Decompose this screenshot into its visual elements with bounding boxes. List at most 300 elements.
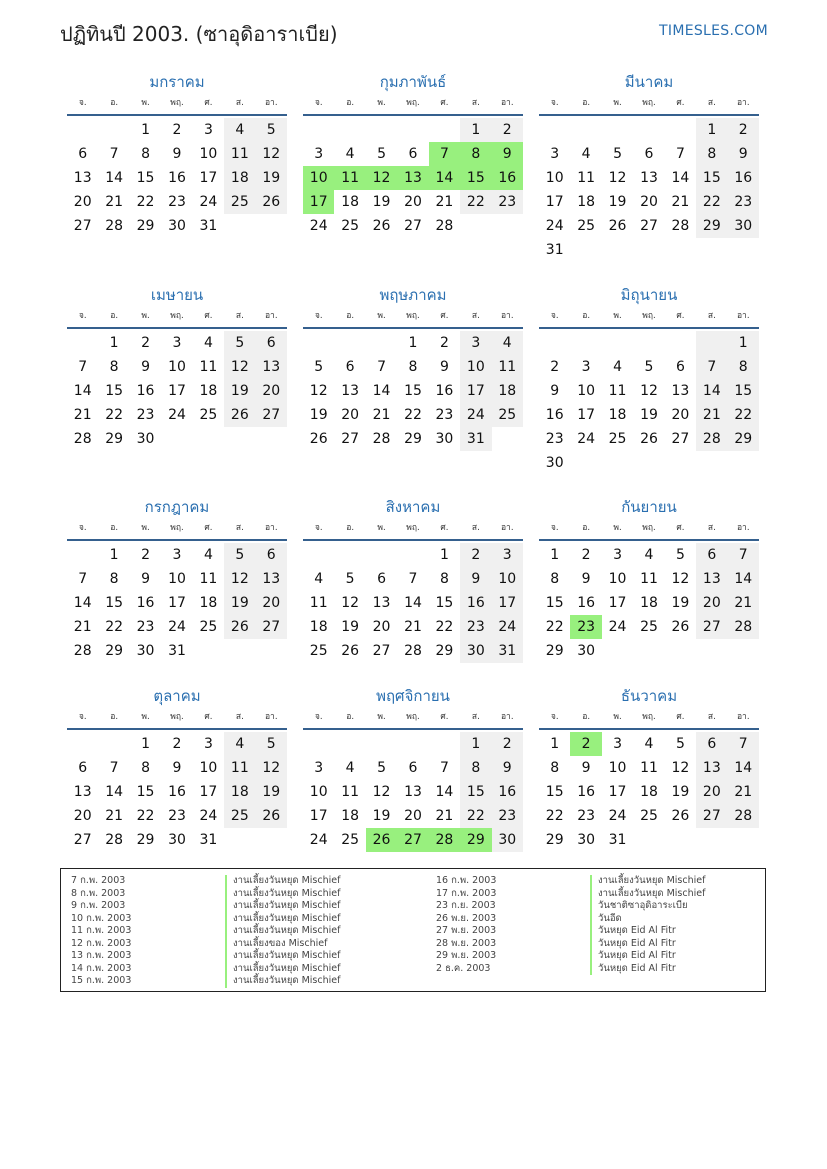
day-cell: 6 — [696, 543, 727, 567]
day-cell: 2 — [581, 547, 591, 563]
day-cell: 24 — [460, 403, 491, 427]
day-cell: 7 — [439, 760, 449, 776]
month-name: มกราคม — [149, 73, 205, 91]
day-cell: 16 — [168, 784, 186, 800]
weekday-label: พฤ. — [406, 523, 420, 533]
month-9 — [539, 497, 759, 663]
day-cell: 23 — [545, 431, 564, 447]
weekday-label: อ. — [346, 712, 355, 722]
weekday-label: อ. — [110, 98, 119, 108]
day-cell: 24 — [199, 194, 218, 210]
weekday-label: อ. — [346, 98, 355, 108]
weekday-label: ส. — [235, 712, 244, 722]
day-cell: 28 — [728, 615, 759, 639]
day-cell-empty — [67, 118, 98, 142]
holiday-day-cell: 28 — [429, 828, 460, 852]
day-cell: 29 — [545, 643, 564, 659]
day-cell: 22 — [545, 619, 564, 635]
day-cell: 12 — [341, 595, 360, 611]
day-cell: 6 — [644, 146, 654, 162]
day-cell: 19 — [224, 591, 255, 615]
day-cell: 27 — [372, 643, 391, 659]
legend-date: 10 ก.พ. 2003 — [71, 912, 132, 924]
day-cell: 31 — [492, 639, 523, 663]
day-cell: 28 — [728, 804, 759, 828]
day-cell: 25 — [224, 804, 255, 828]
legend-column-left — [71, 875, 340, 988]
day-grid — [539, 331, 759, 475]
weekday-header — [67, 521, 287, 541]
day-cell: 5 — [256, 118, 287, 142]
day-cell: 15 — [545, 784, 564, 800]
day-cell-empty — [303, 118, 334, 142]
day-cell: 15 — [136, 170, 155, 186]
day-cell: 22 — [105, 619, 124, 635]
holiday-legend — [60, 868, 766, 992]
day-cell: 17 — [545, 194, 564, 210]
day-cell: 5 — [675, 547, 685, 563]
day-cell-empty — [224, 639, 255, 663]
day-cell: 24 — [492, 615, 523, 639]
day-cell: 30 — [728, 214, 759, 238]
weekday-label: พ. — [141, 311, 150, 321]
page-title: ปฏิทินปี 2003. (ซาอุดิอาราเบีย) — [60, 22, 338, 46]
legend-row — [71, 900, 340, 913]
day-cell: 11 — [199, 359, 218, 375]
day-cell: 4 — [203, 547, 213, 563]
day-cell-empty — [303, 543, 334, 567]
weekday-label: อ. — [346, 523, 355, 533]
holiday-day-cell: 26 — [366, 828, 397, 852]
weekday-label: ศ. — [204, 712, 213, 722]
day-cell-empty — [98, 732, 129, 756]
weekday-label: จ. — [78, 712, 87, 722]
holiday-marker — [225, 963, 227, 976]
legend-holiday-name: วันชาติซาอุดิอาระเบีย — [598, 900, 688, 911]
day-cell: 3 — [314, 760, 324, 776]
weekday-label: พ. — [141, 523, 150, 533]
weekday-label: อ. — [582, 311, 591, 321]
weekday-label: อ. — [110, 712, 119, 722]
day-cell: 14 — [671, 170, 690, 186]
day-cell: 26 — [640, 431, 658, 447]
day-cell: 30 — [168, 218, 186, 234]
day-cell: 28 — [435, 218, 454, 234]
day-cell: 14 — [105, 170, 124, 186]
day-cell: 27 — [404, 218, 422, 234]
day-cell: 10 — [460, 355, 491, 379]
day-cell-empty — [303, 732, 334, 756]
day-cell-empty — [696, 238, 727, 262]
day-cell-empty — [256, 427, 287, 451]
day-cell: 5 — [675, 736, 685, 752]
day-cell: 21 — [404, 619, 422, 635]
weekday-label: อ. — [110, 311, 119, 321]
day-cell: 10 — [168, 571, 186, 587]
day-cell: 7 — [675, 146, 685, 162]
day-cell: 13 — [696, 756, 727, 780]
day-cell: 4 — [581, 146, 591, 162]
day-cell-empty — [397, 732, 428, 756]
day-cell: 13 — [671, 383, 690, 399]
legend-holiday-name: งานเลี้ยงวันหยุด Mischief — [233, 975, 341, 986]
month-name: ตุลาคม — [153, 687, 201, 705]
day-cell: 12 — [671, 760, 690, 776]
day-cell: 10 — [199, 760, 218, 776]
day-cell: 7 — [109, 146, 119, 162]
holiday-day-cell: 10 — [303, 166, 334, 190]
day-cell: 20 — [73, 194, 92, 210]
day-cell: 21 — [105, 808, 124, 824]
legend-date: 15 ก.พ. 2003 — [71, 975, 132, 986]
month-name: พฤศจิกายน — [376, 687, 450, 705]
day-cell: 17 — [608, 784, 627, 800]
day-grid — [67, 118, 287, 238]
day-cell: 13 — [73, 170, 92, 186]
holiday-day-cell: 8 — [460, 142, 491, 166]
day-cell: 27 — [696, 804, 727, 828]
legend-row — [71, 975, 340, 988]
day-cell: 6 — [78, 146, 88, 162]
weekday-label: อา. — [736, 523, 750, 533]
day-cell-empty — [602, 639, 633, 663]
legend-holiday-name: งานเลี้ยงวันหยุด Mischief — [598, 875, 706, 886]
day-cell: 27 — [341, 431, 360, 447]
day-cell: 15 — [696, 166, 727, 190]
day-cell: 29 — [728, 427, 759, 451]
brand-link[interactable]: TIMESLES.COM — [659, 23, 768, 39]
day-cell: 9 — [581, 571, 591, 587]
day-cell: 5 — [224, 331, 255, 355]
day-cell: 2 — [439, 335, 449, 351]
day-cell: 26 — [372, 218, 391, 234]
day-cell: 4 — [345, 760, 355, 776]
weekday-header — [539, 710, 759, 730]
day-cell: 10 — [168, 359, 186, 375]
day-cell-empty — [429, 732, 460, 756]
day-grid — [303, 118, 523, 238]
day-cell: 10 — [608, 760, 627, 776]
day-cell-empty — [633, 118, 664, 142]
day-cell: 11 — [224, 756, 255, 780]
day-cell: 31 — [545, 242, 564, 258]
day-cell-empty — [570, 118, 601, 142]
day-cell: 8 — [439, 571, 449, 587]
legend-date: 26 พ.ย. 2003 — [436, 912, 497, 924]
day-cell: 10 — [545, 170, 564, 186]
legend-row — [71, 950, 340, 963]
day-cell: 2 — [172, 122, 182, 138]
day-cell: 1 — [728, 331, 759, 355]
day-cell-empty — [397, 543, 428, 567]
day-cell: 8 — [696, 142, 727, 166]
day-cell-empty — [67, 331, 98, 355]
day-cell: 8 — [141, 760, 151, 776]
day-cell-empty — [334, 732, 365, 756]
weekday-header — [539, 521, 759, 541]
day-cell-empty — [665, 828, 696, 852]
day-cell: 25 — [224, 190, 255, 214]
day-cell: 8 — [460, 756, 491, 780]
day-cell: 27 — [256, 403, 287, 427]
day-cell: 21 — [728, 780, 759, 804]
day-cell: 19 — [309, 407, 328, 423]
day-cell: 23 — [168, 194, 186, 210]
legend-holiday-name: งานเลี้ยงวันหยุด Mischief — [233, 925, 341, 936]
day-cell: 18 — [608, 407, 627, 423]
day-cell-empty — [334, 543, 365, 567]
day-cell: 20 — [256, 379, 287, 403]
day-cell: 13 — [341, 383, 360, 399]
legend-row — [71, 925, 340, 938]
day-cell: 24 — [545, 218, 564, 234]
day-cell: 15 — [105, 595, 124, 611]
weekday-label: พ. — [377, 523, 386, 533]
month-10 — [67, 686, 287, 852]
day-cell: 11 — [492, 355, 523, 379]
weekday-label: อา. — [736, 98, 750, 108]
day-cell: 25 — [640, 619, 658, 635]
weekday-label: ส. — [707, 712, 716, 722]
month-name: กรกฎาคม — [144, 498, 210, 516]
day-cell-empty — [193, 639, 224, 663]
legend-holiday-name: งานเลี้ยงของ Mischief — [233, 937, 328, 949]
day-cell: 21 — [73, 619, 92, 635]
day-cell: 12 — [224, 567, 255, 591]
day-cell: 31 — [199, 832, 218, 848]
weekday-label: จ. — [78, 523, 87, 533]
holiday-marker — [590, 963, 592, 976]
weekday-label: จ. — [314, 98, 323, 108]
day-cell: 6 — [78, 760, 88, 776]
day-cell: 5 — [377, 760, 387, 776]
month-2 — [303, 72, 523, 238]
day-cell: 3 — [613, 547, 623, 563]
weekday-label: อา. — [736, 712, 750, 722]
legend-row — [436, 950, 705, 963]
day-cell: 11 — [608, 383, 627, 399]
day-cell: 14 — [105, 784, 124, 800]
weekday-label: จ. — [78, 311, 87, 321]
day-cell: 16 — [492, 780, 523, 804]
day-cell: 30 — [136, 643, 155, 659]
day-cell: 10 — [577, 383, 596, 399]
legend-row — [436, 888, 705, 901]
legend-holiday-name: วันหยุด Eid Al Fitr — [598, 937, 676, 949]
legend-date: 17 ก.พ. 2003 — [436, 887, 497, 899]
legend-row — [71, 963, 340, 976]
holiday-marker — [590, 950, 592, 963]
day-cell: 29 — [136, 218, 155, 234]
day-cell-empty — [728, 828, 759, 852]
day-grid — [67, 331, 287, 451]
day-cell: 14 — [435, 784, 454, 800]
day-cell: 5 — [345, 571, 355, 587]
day-cell-empty — [665, 238, 696, 262]
day-cell: 8 — [109, 571, 119, 587]
day-cell-empty — [67, 543, 98, 567]
legend-row — [436, 963, 705, 976]
weekday-label: จ. — [314, 523, 323, 533]
day-cell: 4 — [224, 118, 255, 142]
month-12 — [539, 686, 759, 852]
day-cell-empty — [224, 828, 255, 852]
day-cell-empty — [665, 118, 696, 142]
day-cell: 19 — [341, 619, 360, 635]
day-cell: 23 — [136, 407, 155, 423]
day-cell: 30 — [577, 832, 596, 848]
day-cell: 6 — [408, 146, 418, 162]
legend-holiday-name: งานเลี้ยงวันหยุด Mischief — [233, 887, 341, 899]
day-cell: 12 — [372, 784, 391, 800]
weekday-label: พ. — [141, 98, 150, 108]
day-cell: 31 — [608, 832, 627, 848]
day-cell: 25 — [577, 218, 596, 234]
day-cell: 4 — [644, 547, 654, 563]
day-cell: 17 — [168, 383, 186, 399]
day-cell: 1 — [109, 335, 119, 351]
day-cell: 22 — [404, 407, 422, 423]
day-cell: 12 — [256, 756, 287, 780]
day-cell: 27 — [640, 218, 658, 234]
day-cell: 29 — [404, 431, 422, 447]
day-grid — [539, 543, 759, 663]
day-cell-empty — [256, 639, 287, 663]
holiday-marker — [225, 913, 227, 926]
day-cell: 26 — [671, 619, 690, 635]
weekday-label: ศ. — [440, 523, 449, 533]
day-cell: 25 — [492, 403, 523, 427]
legend-row — [436, 875, 705, 888]
day-cell: 19 — [372, 194, 391, 210]
day-cell-empty — [224, 214, 255, 238]
holiday-day-cell: 13 — [397, 166, 428, 190]
day-cell: 22 — [136, 808, 155, 824]
legend-date: 23 ก.ย. 2003 — [436, 900, 496, 911]
day-cell: 13 — [372, 595, 391, 611]
day-cell: 18 — [199, 383, 218, 399]
holiday-marker — [590, 900, 592, 913]
weekday-label: พฤ. — [170, 98, 184, 108]
day-cell-empty — [256, 214, 287, 238]
day-cell: 7 — [377, 359, 387, 375]
day-cell: 25 — [199, 619, 218, 635]
weekday-label: พ. — [141, 712, 150, 722]
legend-date: 16 ก.พ. 2003 — [436, 875, 497, 886]
day-cell-empty — [193, 427, 224, 451]
weekday-label: ส. — [707, 523, 716, 533]
day-cell: 1 — [439, 547, 449, 563]
day-cell: 3 — [172, 547, 182, 563]
day-grid — [67, 732, 287, 852]
day-cell: 17 — [460, 379, 491, 403]
day-cell: 6 — [675, 359, 685, 375]
day-cell-empty — [366, 331, 397, 355]
day-cell: 1 — [460, 732, 491, 756]
day-cell: 25 — [341, 832, 360, 848]
holiday-day-cell: 23 — [570, 615, 601, 639]
day-cell: 18 — [309, 619, 328, 635]
day-cell: 26 — [256, 804, 287, 828]
month-name: พฤษภาคม — [379, 286, 447, 304]
day-cell: 14 — [696, 379, 727, 403]
day-cell: 11 — [577, 170, 596, 186]
day-cell-empty — [665, 451, 696, 475]
day-cell: 22 — [460, 804, 491, 828]
day-cell-empty — [696, 331, 727, 355]
day-cell: 8 — [550, 571, 560, 587]
day-cell: 6 — [696, 732, 727, 756]
day-cell: 3 — [314, 146, 324, 162]
weekday-header — [303, 710, 523, 730]
holiday-marker — [225, 975, 227, 988]
weekday-label: อา. — [500, 523, 514, 533]
day-cell: 20 — [404, 194, 422, 210]
day-cell: 25 — [199, 407, 218, 423]
day-grid — [67, 543, 287, 663]
day-cell: 6 — [345, 359, 355, 375]
weekday-label: ส. — [235, 98, 244, 108]
weekday-header — [303, 521, 523, 541]
day-cell: 9 — [550, 383, 560, 399]
month-3 — [539, 72, 759, 262]
weekday-label: อ. — [582, 98, 591, 108]
day-grid — [303, 732, 523, 852]
weekday-label: จ. — [550, 523, 559, 533]
day-cell: 20 — [640, 194, 658, 210]
day-cell: 27 — [73, 832, 92, 848]
day-cell-empty — [366, 732, 397, 756]
weekday-label: ศ. — [676, 98, 685, 108]
day-cell: 30 — [168, 832, 186, 848]
day-cell: 9 — [460, 567, 491, 591]
day-cell: 20 — [372, 619, 391, 635]
day-cell-empty — [728, 451, 759, 475]
day-cell: 3 — [203, 736, 213, 752]
month-7 — [67, 497, 287, 663]
day-cell-empty — [334, 118, 365, 142]
day-cell: 2 — [492, 118, 523, 142]
legend-holiday-name: งานเลี้ยงวันหยุด Mischief — [233, 875, 341, 886]
day-cell: 9 — [141, 571, 151, 587]
day-cell: 24 — [608, 808, 627, 824]
day-cell: 23 — [728, 190, 759, 214]
day-cell: 17 — [168, 595, 186, 611]
legend-holiday-name: งานเลี้ยงวันหยุด Mischief — [233, 900, 341, 911]
day-cell: 1 — [696, 118, 727, 142]
month-name: มีนาคม — [624, 73, 674, 91]
weekday-label: ศ. — [676, 523, 685, 533]
day-cell: 19 — [256, 780, 287, 804]
day-cell: 25 — [341, 218, 360, 234]
day-cell: 20 — [404, 808, 422, 824]
day-cell: 24 — [577, 431, 596, 447]
day-cell-empty — [633, 331, 664, 355]
holiday-marker — [590, 888, 592, 901]
day-cell: 21 — [671, 194, 690, 210]
holiday-day-cell: 9 — [492, 142, 523, 166]
day-cell-empty — [429, 118, 460, 142]
day-cell: 15 — [105, 383, 124, 399]
day-cell: 17 — [492, 591, 523, 615]
weekday-label: อา. — [500, 311, 514, 321]
weekday-label: จ. — [550, 311, 559, 321]
day-cell: 19 — [608, 194, 627, 210]
day-cell: 13 — [256, 355, 287, 379]
legend-holiday-name: วันหยุด Eid Al Fitr — [598, 925, 676, 936]
day-cell: 4 — [492, 331, 523, 355]
day-cell: 20 — [696, 591, 727, 615]
